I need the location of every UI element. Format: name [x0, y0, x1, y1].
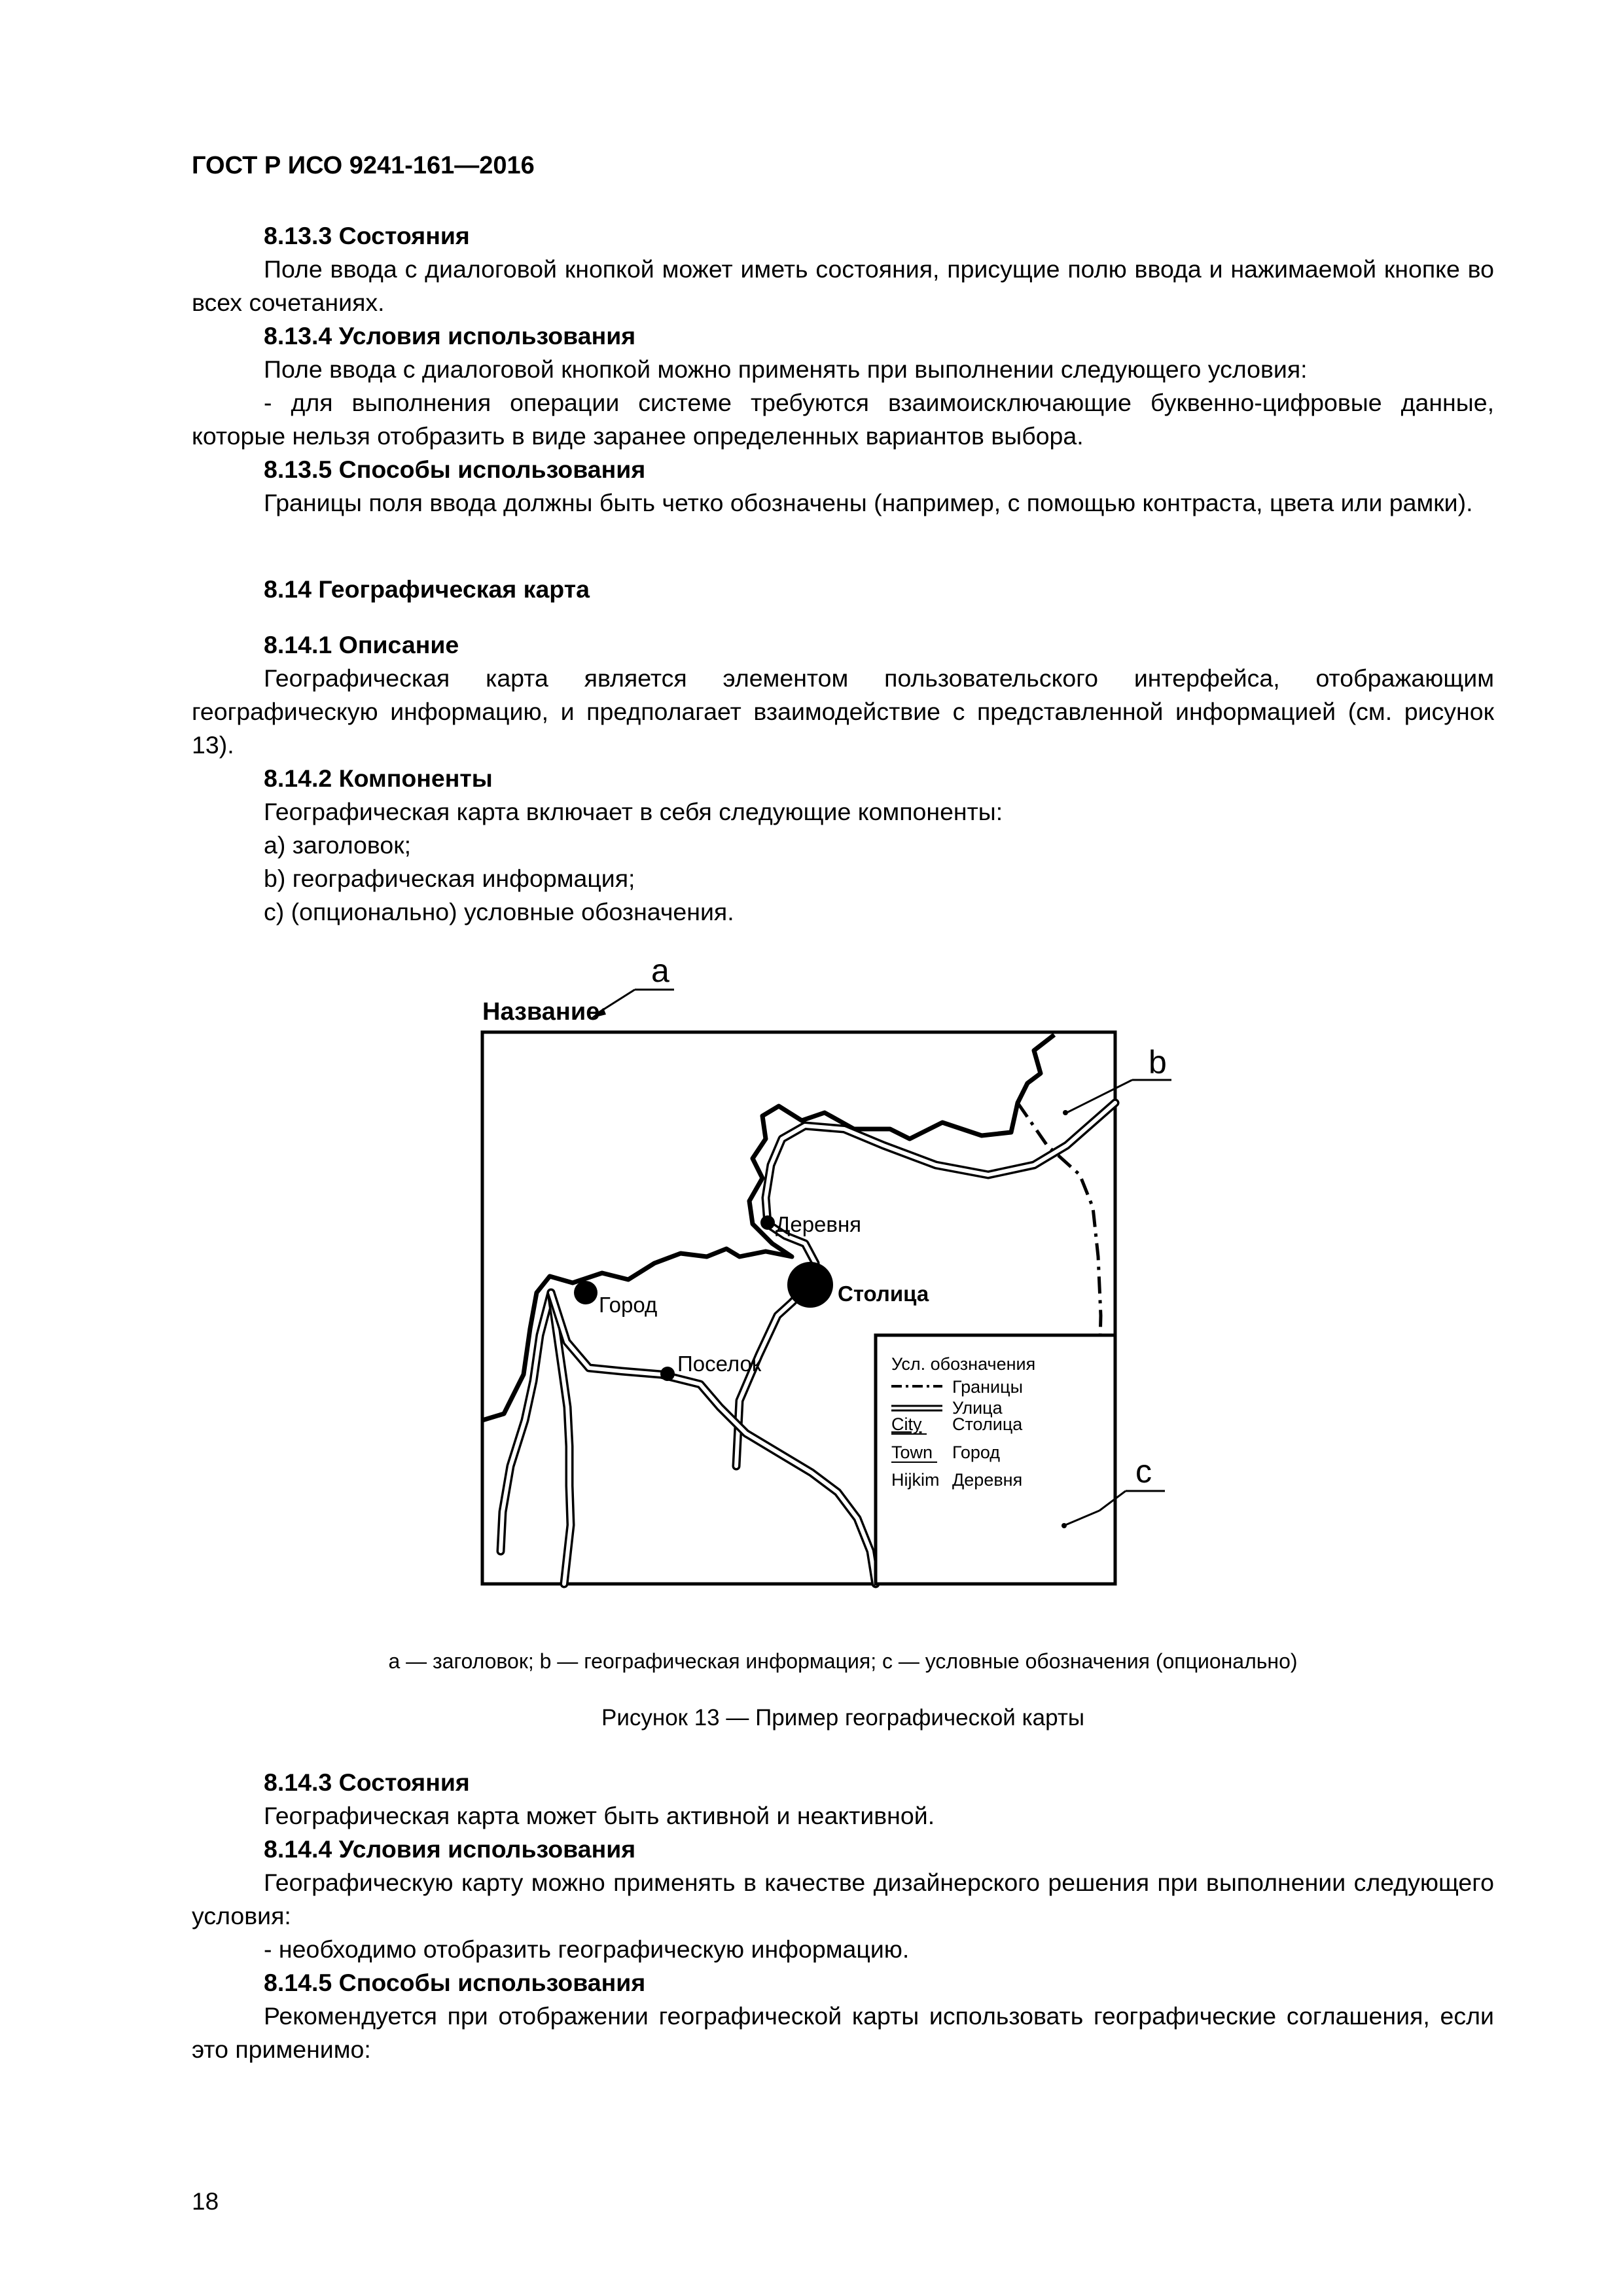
legend-town: Город — [952, 1443, 1001, 1462]
paragraph: Географическая карта включает в себя следующие компоненты: — [264, 798, 1003, 825]
list-item: с) (опционально) условные обозначения. — [264, 898, 734, 925]
section-heading: 8.14.3 Состояния — [264, 1768, 470, 1796]
section-heading: 8.14.1 Описание — [264, 631, 459, 658]
section-8-14-1-2 — [192, 628, 1494, 929]
section-heading: 8.13.3 Состояния — [264, 222, 470, 249]
list-item: b) географическая информация; — [264, 865, 635, 892]
village-label: Деревня — [776, 1212, 862, 1236]
section-heading: 8.14.5 Способы использования — [264, 1969, 646, 1996]
legend-city-sample: City — [891, 1414, 922, 1434]
list-item: а) заголовок; — [264, 831, 412, 859]
paragraph: Географическая карта является элементом пользовательского интерфейса, отображающим географическую информацию, и предполагает взаимодействие с представленной информацией (см. рисунок 13). — [192, 664, 1494, 759]
town-label: Город — [599, 1293, 658, 1317]
section-heading: 8.14.4 Условия использования — [264, 1835, 636, 1863]
paragraph: - необходимо отобразить географическую информацию. — [264, 1935, 910, 1963]
callout-label-a: a — [651, 952, 669, 989]
paragraph: Географическая карта может быть активной и неактивной. — [264, 1802, 935, 1829]
legend-village: Деревня — [952, 1470, 1023, 1490]
capital-marker — [787, 1262, 833, 1308]
map-title: Название — [482, 998, 600, 1026]
paragraph: Географическую карту можно применять в качестве дизайнерского решения при выполнении следующего условия: — [192, 1869, 1494, 1929]
map-figure — [373, 949, 1167, 1604]
section-heading: 8.14 Географическая карта — [264, 575, 590, 603]
section-8-14-title — [192, 573, 1494, 606]
callout-label-b: b — [1149, 1044, 1167, 1081]
map-legend — [876, 1335, 1115, 1584]
border-line — [1018, 1103, 1101, 1368]
paragraph: - для выполнения операции системе требуются взаимоисключающие буквенно-цифровые данные, которые нельзя отобразить в виде заранее определенных вариантов выбора. — [192, 389, 1494, 450]
section-heading: 8.13.5 Способы использования — [264, 456, 646, 483]
section-8-13 — [192, 219, 1494, 520]
legend-capital: Столица — [952, 1414, 1023, 1434]
figure-legend-line: а — заголовок; b — географическая информация; с — условные обозначения (опционально) — [388, 1649, 1298, 1673]
paragraph: Поле ввода с диалоговой кнопкой можно применять при выполнении следующего условия: — [264, 355, 1308, 383]
legend-title: Усл. обозначения — [891, 1354, 1036, 1374]
settlement-marker — [660, 1367, 675, 1381]
legend-street: Улица — [952, 1398, 1003, 1418]
section-heading: 8.14.2 Компоненты — [264, 764, 493, 792]
legend-borders: Границы — [952, 1377, 1023, 1397]
legend-town-sample: Town — [891, 1443, 933, 1462]
figure-caption: Рисунок 13 — Пример географической карты — [601, 1705, 1085, 1731]
paragraph: Границы поля ввода должны быть четко обозначены (например, с помощью контраста, цвета или рамки). — [264, 489, 1473, 516]
section-heading: 8.13.4 Условия использования — [264, 322, 636, 350]
town-marker — [574, 1281, 597, 1304]
village-marker — [760, 1215, 775, 1230]
paragraph: Рекомендуется при отображении географической карты использовать географические соглашения, если это применимо: — [192, 2002, 1494, 2063]
document-header: ГОСТ Р ИСО 9241-161—2016 — [192, 152, 535, 179]
capital-label: Столица — [838, 1282, 929, 1306]
legend-village-sample: Hijkim — [891, 1470, 940, 1490]
settlement-label: Поселок — [677, 1352, 762, 1376]
section-8-14-3-5 — [192, 1766, 1494, 2066]
callout-label-c: c — [1135, 1453, 1152, 1490]
page-number: 18 — [192, 2188, 219, 2215]
paragraph: Поле ввода с диалоговой кнопкой может иметь состояния, присущие полю ввода и нажимаемой кнопке во всех сочетаниях. — [192, 255, 1494, 316]
